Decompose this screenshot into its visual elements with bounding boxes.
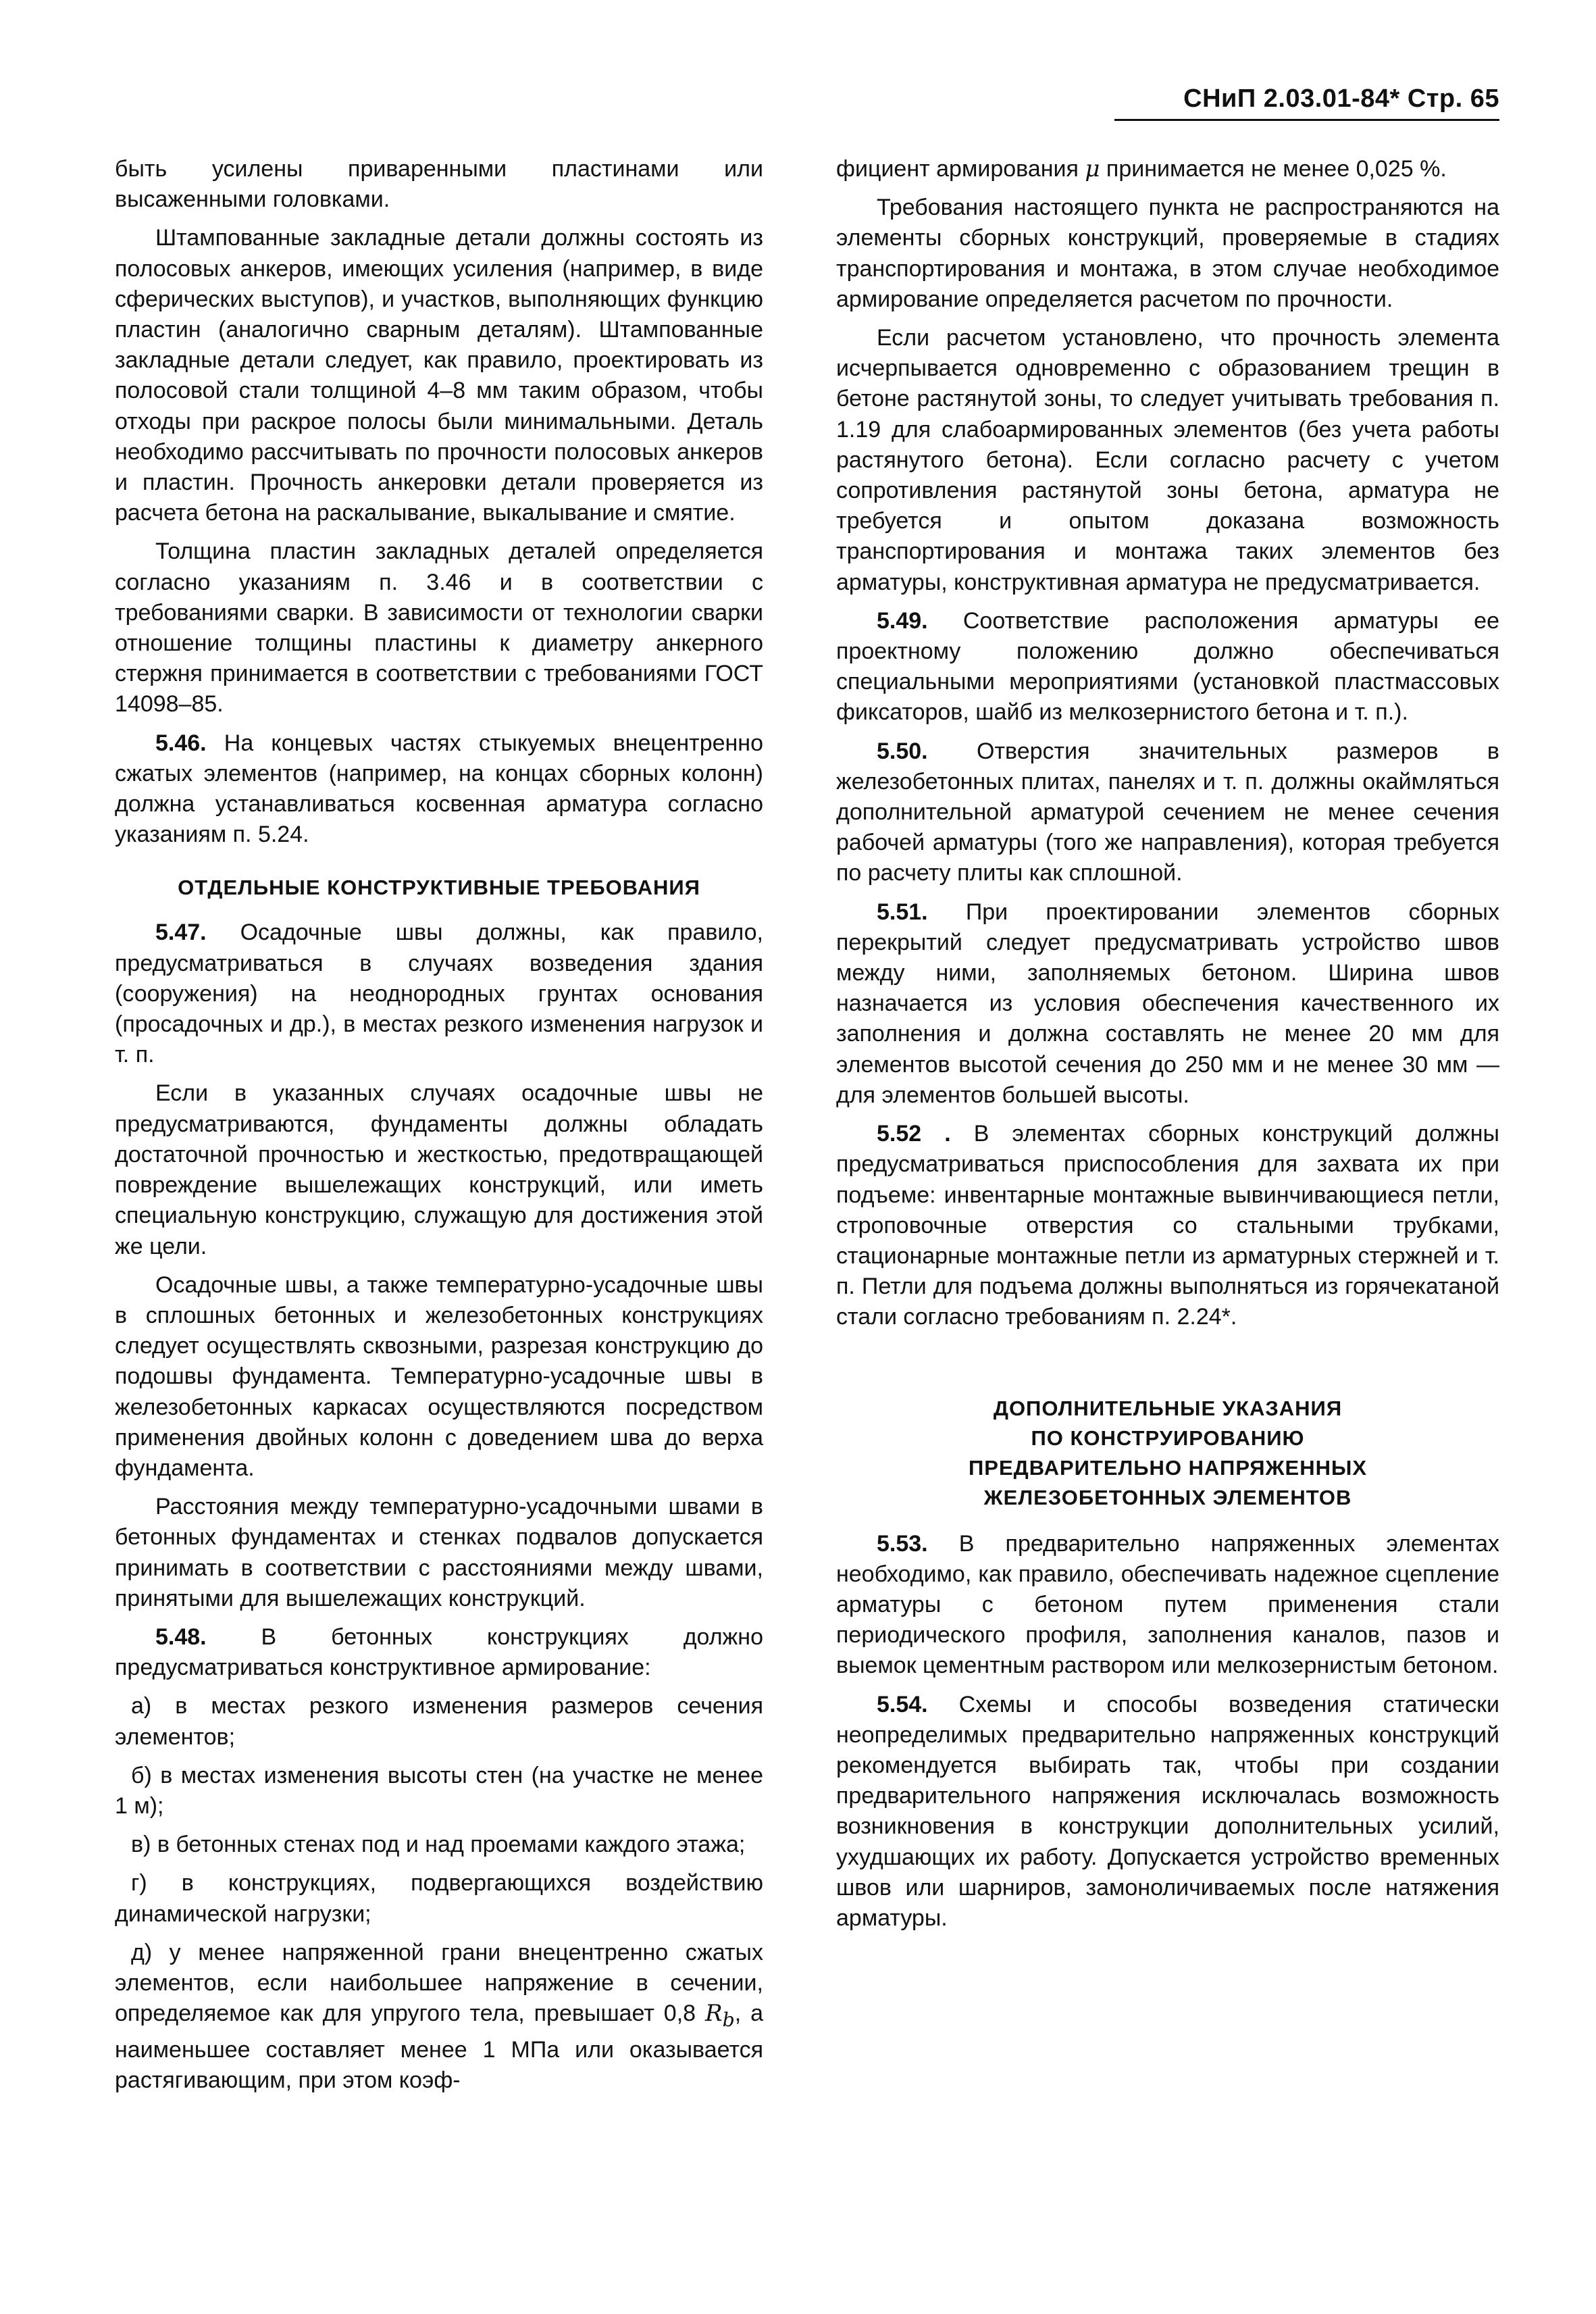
clause-text: На концевых частях стыкуемых внецентренно сжатых элементов (например, на концах сборных колонн) должна устанавливаться косвенная арматура согласно указаниям п. 5.24. [115, 730, 763, 848]
clause-number: 5.52 . [877, 1121, 951, 1147]
list-item-text: , а наименьшее составляет менее 1 МПа или оказывается растягивающим, при этом коэф- [115, 2001, 763, 2094]
paragraph: Если расчетом установлено, что прочность элемента исчерпывается одновременно с образованием трещин в бетоне растянутой зоны, то следует учитывать требования п. 1.19 для слабоармированных элементов (без учета работы растянутого бетона). Если согласно расчету с учетом сопротивления растянутой зоны бетона, арматура не требуется и опытом доказана возможность транспортирования и монтажа таких элементов без арматуры, конструктивная арматура не предусматривается. [836, 325, 1499, 595]
clause-text: Отверстия значительных размеров в железобетонных плитах, панелях и т. п. должны окаймляться дополнительной арматурой сечением не менее сечения рабочей арматуры (того же направления), которая требуется по расчету плиты как сплошной. [836, 738, 1499, 886]
clause-5-50 [836, 736, 1499, 889]
clause-text: Соответствие расположения арматуры ее проектному положению должно обеспечиваться специальными мероприятиями (установкой пластмассовых фиксаторов, шайб из мелкозернистого бетона и т. п.). [836, 607, 1499, 726]
heading-line: ПРЕДВАРИТЕЛЬНО НАПРЯЖЕННЫХ [969, 1455, 1367, 1480]
paragraph-text: фициент армирования [836, 156, 1085, 182]
clause-5-48 [115, 1622, 763, 1683]
page-header: СНиП 2.03.01-84* Стр. 65 [1114, 78, 1499, 121]
right-column [836, 154, 1499, 1942]
clause-5-46 [115, 728, 763, 851]
paragraph: Толщина пластин закладных деталей определяется согласно указаниям п. 3.46 и в соответствии с требованиями сварки. В зависимости от технологии сварки отношение толщины пластины к диаметру анкерного стержня принимается в соответствии с требованиями ГОСТ 14098–85. [115, 538, 763, 718]
list-item: а) в местах резкого изменения размеров сечения элементов; [115, 1693, 763, 1750]
paragraph: Осадочные швы, а также температурно-усадочные швы в сплошных бетонных и железобетонных конструкциях следует осуществлять сквозными, разрезая конструкцию до подошвы фундамента. Температурно-усадочные швы в железобетонных каркасах осуществляются посредством применения двойных колонн с доведением шва до верха фундамента. [115, 1272, 763, 1481]
clause-text: В элементах сборных конструкций должны предусматриваться приспособления для захвата их при подъеме: инвентарные монтажные вывинчивающиеся петли, строповочные отверстия со стальными трубками, стационарные монтажные петли из арматурных стержней и т. п. Петли для подъема должны выполняться из горячекатаной стали согласно требованиям п. 2.24*. [836, 1121, 1499, 1330]
heading-line: ДОПОЛНИТЕЛЬНЫЕ УКАЗАНИЯ [993, 1396, 1343, 1420]
clause-5-49 [836, 606, 1499, 728]
math-symbol: μ [1085, 155, 1100, 182]
clause-5-47 [115, 917, 763, 1070]
heading-line: ЖЕЛЕЗОБЕТОННЫХ ЭЛЕМЕНТОВ [983, 1485, 1352, 1509]
clause-text: Схемы и способы возведения статически неопределимых предварительно напряженных конструкций рекомендуется выбирать так, чтобы при создании предварительного напряжения исключалась возможность возникновения в конструкции дополнительных усилий, ухудшающих их работу. Допускается устройство временных швов или шарниров, замоноличиваемых после натяжения арматуры. [836, 1691, 1499, 1931]
list-item [115, 1938, 763, 2096]
clause-5-54 [836, 1690, 1499, 1934]
clause-number: 5.54. [877, 1691, 928, 1717]
list-item: г) в конструкциях, подвергающихся воздействию динамической нагрузки; [115, 1870, 763, 1927]
left-column [115, 154, 763, 2105]
clause-number: 5.46. [155, 730, 207, 756]
math-symbol: $R_b$ [704, 2000, 735, 2031]
paragraph [836, 154, 1499, 184]
section-heading [836, 1394, 1499, 1513]
list-item: б) в местах изменения высоты стен (на участке не менее 1 м); [115, 1762, 763, 1819]
clause-text: В бетонных конструкциях должно предусматриваться конструктивное армирование: [115, 1624, 763, 1681]
clause-5-51 [836, 897, 1499, 1111]
clause-number: 5.53. [877, 1530, 928, 1557]
paragraph: Требования настоящего пункта не распространяются на элементы сборных конструкций, проверяемые в стадиях транспортирования и монтажа, в этом случае необходимое армирование определяется расчетом по прочности. [836, 195, 1499, 312]
clause-number: 5.51. [877, 899, 928, 925]
clause-text: Осадочные швы должны, как правило, предусматриваться в случаях возведения здания (сооружения) на неоднородных грунтах основания (просадочных и др.), в местах резкого изменения нагрузок и т. п. [115, 920, 763, 1068]
list-item: в) в бетонных стенах под и над проемами каждого этажа; [131, 1832, 746, 1858]
clause-5-53 [836, 1529, 1499, 1682]
heading-line: ПО КОНСТРУИРОВАНИЮ [1031, 1426, 1305, 1450]
math-subscript: b [722, 2008, 735, 2031]
clause-text: В предварительно напряженных элементах необходимо, как правило, обеспечивать надежное сцепление арматуры с бетоном путем применения стали периодического профиля, заполнения каналов, пазов и выемок цементным раствором или мелкозернистым бетоном. [836, 1530, 1499, 1679]
clause-number: 5.47. [155, 920, 207, 946]
list-item-text: д) у менее напряженной грани внецентренно сжатых элементов, если наибольшее напряжение в сечении, определяемое как для упругого тела, превышает 0,8 [115, 1939, 763, 2027]
clause-text: При проектировании элементов сборных перекрытий следует предусматривать устройство швов между ними, заполняемых бетоном. Ширина швов назначается из условия обеспечения качественного их заполнения и должна составлять не менее 20 мм для элементов высотой сечения до 250 мм и не менее 30 мм — для элементов большей высоты. [836, 899, 1499, 1108]
paragraph: Расстояния между температурно-усадочными швами в бетонных фундаментах и стенках подвалов допускается принимать в соответствии с расстояниями между швами, принятыми для вышележащих конструкций. [115, 1494, 763, 1611]
section-heading: ОТДЕЛЬНЫЕ КОНСТРУКТИВНЫЕ ТРЕБОВАНИЯ [178, 876, 700, 900]
paragraph-text: принимается не менее 0,025 %. [1100, 156, 1447, 182]
clause-5-52 [836, 1119, 1499, 1332]
paragraph: Если в указанных случаях осадочные швы не предусматриваются, фундаменты должны обладать достаточной прочностью и жесткостью, предотвращающей повреждение вышележащих конструкций, или иметь специальную конструкцию, служащую для достижения этой же цели. [115, 1080, 763, 1259]
clause-number: 5.49. [877, 607, 928, 634]
paragraph: Штампованные закладные детали должны состоять из полосовых анкеров, имеющих усиления (например, в виде сферических выступов), и участков, выполняющих функцию пластин (аналогично сварным деталям). Штампованные закладные детали следует, как правило, проектировать из полосовой стали толщиной 4–8 мм таким образом, чтобы отходы при раскрое полосы были минимальными. Деталь необходимо рассчитывать по прочности полосовых анкеров и пластин. Прочность анкеровки детали проверяется из расчета бетона на раскалывание, выкалывание и смятие. [115, 225, 763, 526]
clause-number: 5.50. [877, 738, 928, 764]
paragraph: быть усилены приваренными пластинами или высаженными головками. [115, 156, 763, 213]
clause-number: 5.48. [155, 1624, 207, 1650]
